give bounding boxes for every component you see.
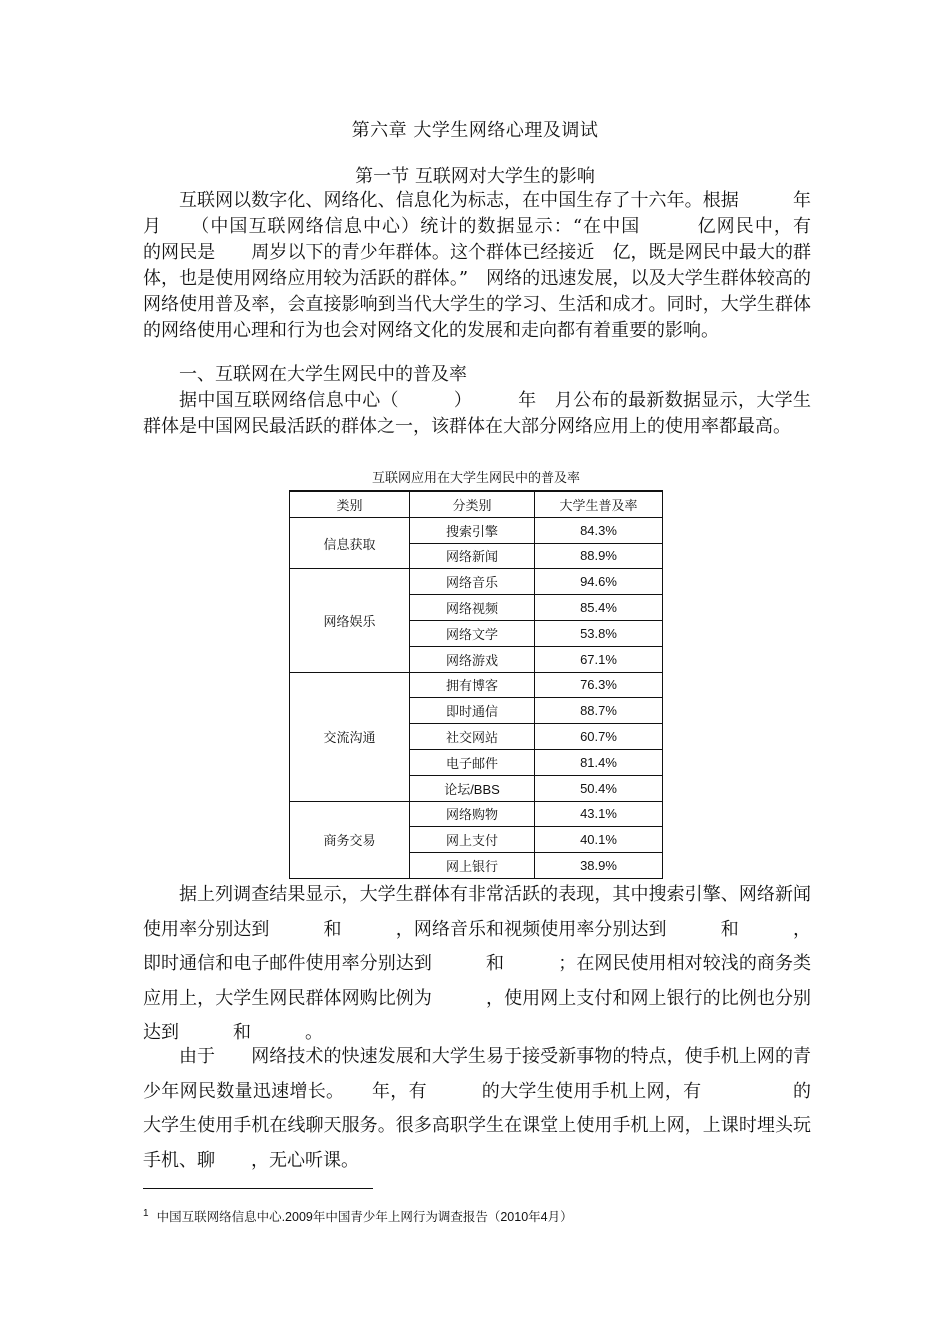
paragraph-cnnic: 据中国互联网络信息中心（ ） 年 月公布的最新数据显示，大学生群体是中国网民最活跃的群体之一，该群体在大部分网络应用上的使用率都最高。 xyxy=(143,390,811,437)
rate-cell: 88.9% xyxy=(535,543,663,569)
subcategory-cell: 网上支付 xyxy=(410,827,535,853)
category-cell: 商务交易 xyxy=(290,801,410,878)
rate-cell: 76.3% xyxy=(535,672,663,698)
paragraph-intro: 互联网以数字化、网络化、信息化为标志，在中国生存了十六年。根据 年 月 （中国互联网络信息中心）统计的数据显示：“在中国 亿网民中，有 的网民是 周岁以下的青少年群体。这个群体已经接近 亿，既是网民中最大的群体，也是使用网络应用较为活跃的群体。” 网络的迅速发展，以及大学生群体较高的网络使用普及率，会直接影响到当代大学生的学习、生活和成才。同时，大学生群体的网络使用心理和行为也会对网络文化的发展和走向都有着重要的影响。 xyxy=(143,190,865,341)
subcategory-cell: 网络音乐 xyxy=(410,569,535,595)
header-subcategory: 分类别 xyxy=(410,491,535,517)
rate-cell: 94.6% xyxy=(535,569,663,595)
table-row xyxy=(290,517,663,543)
subcategory-cell: 网络游戏 xyxy=(410,646,535,672)
rate-cell: 85.4% xyxy=(535,595,663,621)
subcategory-cell: 网络新闻 xyxy=(410,543,535,569)
subcategory-cell: 网络购物 xyxy=(410,801,535,827)
rate-cell: 67.1% xyxy=(535,646,663,672)
rate-cell: 88.7% xyxy=(535,698,663,724)
subcategory-cell: 网络视频 xyxy=(410,595,535,621)
section-title: 第一节 互联网对大学生的影响 xyxy=(355,166,595,187)
chapter-title: 第六章 大学生网络心理及调试 xyxy=(351,120,599,141)
footnote-text: 中国互联网络信息中心.2009年中国青少年上网行为调查报告（2010年4月） xyxy=(156,1210,573,1224)
rate-cell: 84.3% xyxy=(535,517,663,543)
paragraph-results: 据上列调查结果显示，大学生群体有非常活跃的表现，其中搜索引擎、网络新闻使用率分别达到 和 ，网络音乐和视频使用率分别达到 和 ，即时通信和电子邮件使用率分别达到 和 ；在网民使用相对较浅的商务类应用上，大学生网民群体网购比例为 ，使用网上支付和网上银行的比例也分别达到 和 。 xyxy=(143,884,811,1043)
rate-cell: 81.4% xyxy=(535,749,663,775)
footnote xyxy=(143,1207,843,1225)
subcategory-cell: 网上银行 xyxy=(410,853,535,879)
subcategory-cell: 网络文学 xyxy=(410,620,535,646)
rate-cell: 43.1% xyxy=(535,801,663,827)
category-cell: 交流沟通 xyxy=(290,672,410,801)
table-header-row xyxy=(290,491,663,517)
footnote-divider xyxy=(143,1188,373,1189)
table-caption: 互联网应用在大学生网民中的普及率 xyxy=(371,471,580,486)
subcategory-cell: 社交网站 xyxy=(410,724,535,750)
rate-cell: 40.1% xyxy=(535,827,663,853)
subcategory-cell: 即时通信 xyxy=(410,698,535,724)
table-row xyxy=(290,801,663,827)
table-row xyxy=(290,672,663,698)
subcategory-cell: 拥有博客 xyxy=(410,672,535,698)
penetration-table xyxy=(289,490,663,879)
table-row xyxy=(290,569,663,595)
paragraph-mobile: 由于 网络技术的快速发展和大学生易于接受新事物的特点，使手机上网的青少年网民数量迅速增长。 年，有 的大学生使用手机上网，有 的大学生使用手机在线聊天服务。很多高职学生在课堂上使用手机上网，上课时埋头玩手机、聊 ，无心听课。 xyxy=(143,1046,811,1171)
rate-cell: 50.4% xyxy=(535,775,663,801)
category-cell: 信息获取 xyxy=(290,517,410,569)
header-category: 类别 xyxy=(290,491,410,517)
category-cell: 网络娱乐 xyxy=(290,569,410,672)
rate-cell: 60.7% xyxy=(535,724,663,750)
rate-cell: 53.8% xyxy=(535,620,663,646)
subcategory-cell: 论坛/BBS xyxy=(410,775,535,801)
rate-cell: 38.9% xyxy=(535,853,663,879)
header-rate: 大学生普及率 xyxy=(535,491,663,517)
subcategory-cell: 搜索引擎 xyxy=(410,517,535,543)
subheading-penetration: 一、互联网在大学生网民中的普及率 xyxy=(179,364,467,385)
footnote-marker: 1 xyxy=(143,1207,149,1219)
subcategory-cell: 电子邮件 xyxy=(410,749,535,775)
